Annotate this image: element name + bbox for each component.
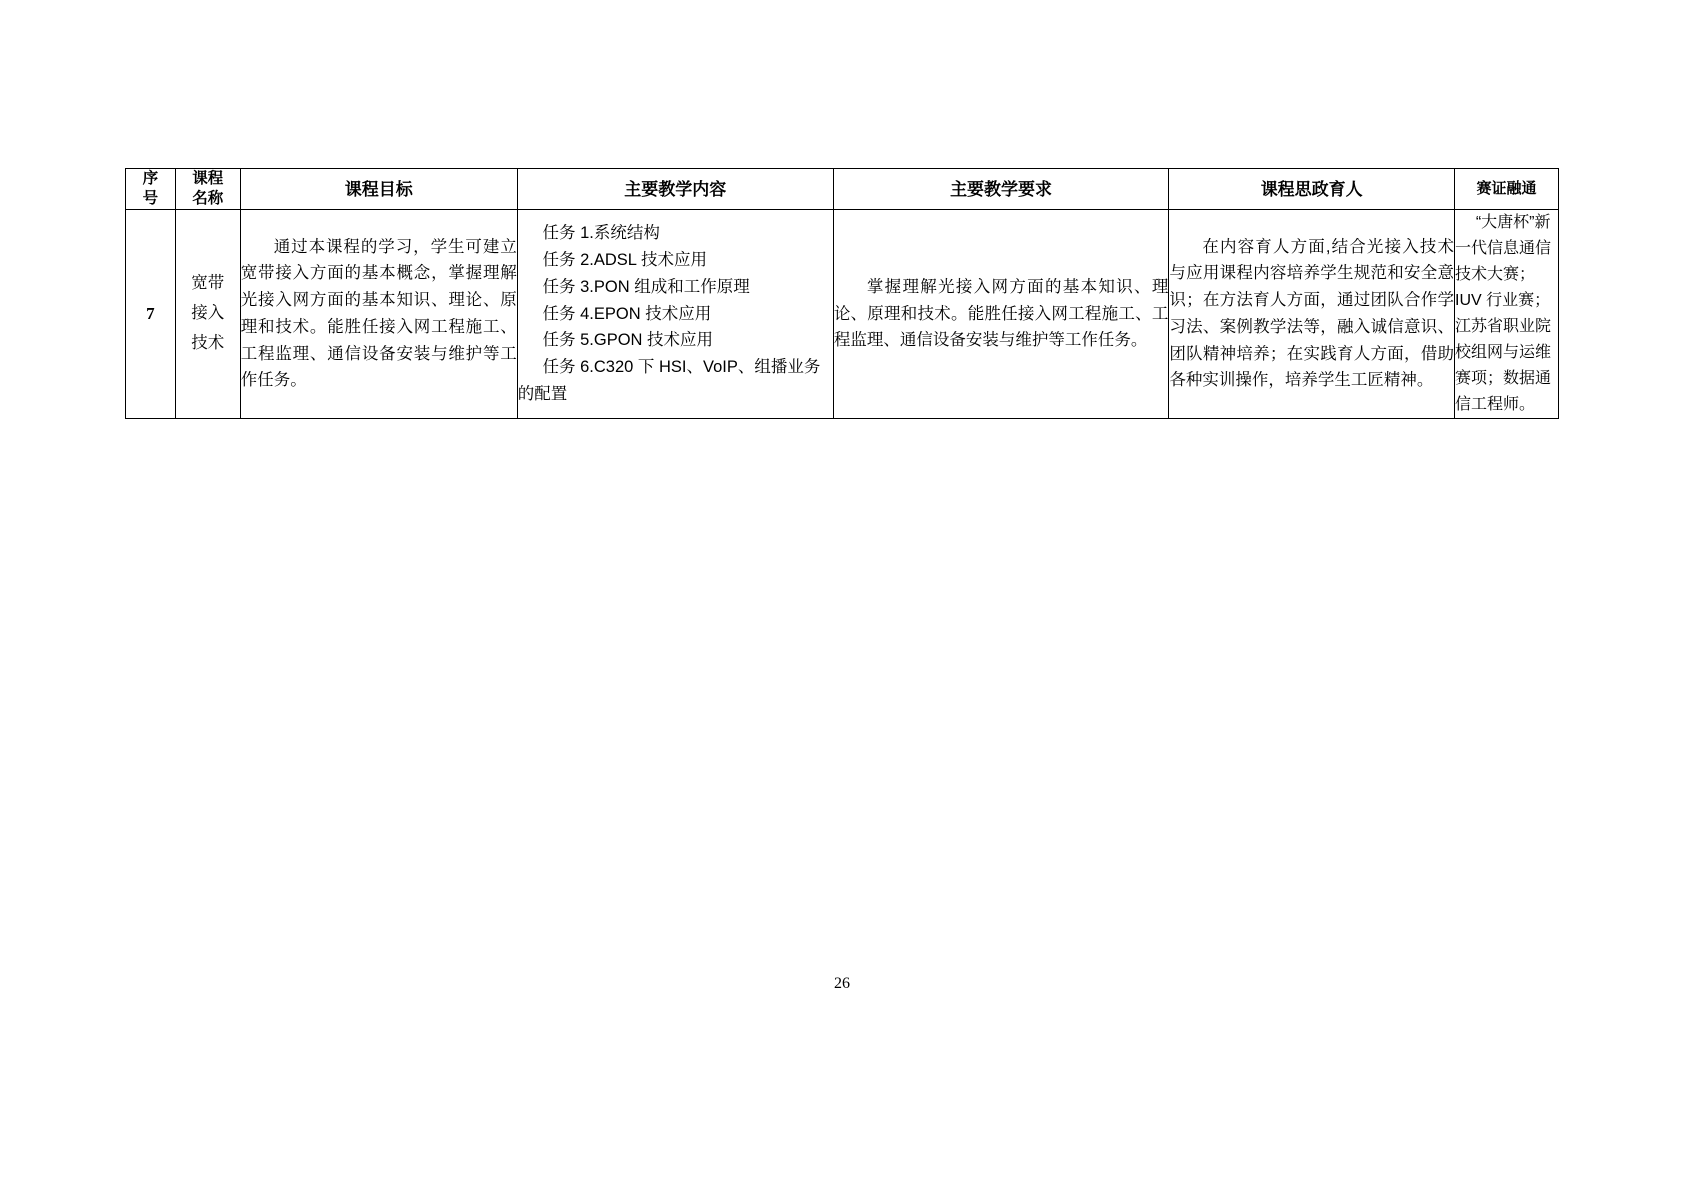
table-header-name-line1: 课程 — [192, 170, 224, 187]
table-header-no-line1: 序 — [142, 170, 159, 187]
row-ideological-education — [1169, 210, 1455, 418]
table-header-competition: 赛证融通 — [1455, 169, 1559, 210]
page-number: 26 — [834, 975, 850, 992]
task-item: 任务 4.EPON 技术应用 — [542, 304, 712, 323]
row-course-name-line1: 宽带 — [191, 274, 225, 293]
table-header-row — [126, 169, 1559, 210]
row-course-name-line2: 接入 — [191, 304, 225, 323]
table-header-name — [175, 169, 240, 210]
table-header-no — [126, 169, 176, 210]
table-header-name-line2: 名称 — [192, 190, 224, 208]
row-teaching-requirement-text: 掌握理解光接入网方面的基本知识、理论、原理和技术。能胜任接入网工程施工、工程监理、通信设备安装与维护等工作任务。 — [833, 277, 1169, 350]
row-teaching-requirement — [833, 210, 1169, 418]
table-row — [126, 210, 1559, 418]
row-course-goal-text: 通过本课程的学习，学生可建立宽带接入方面的基本概念，掌握理解光接入网方面的基本知识、理论、原理和技术。能胜任接入网工程施工、工程监理、通信设备安装与维护等工作任务。 — [240, 237, 517, 390]
row-competition-certificate-text: “大唐杯”新一代信息通信技术大赛；IUV 行业赛；江苏省职业院校组网与运维赛项；数据通信工程师。 — [1455, 214, 1552, 413]
row-course-goal — [240, 210, 517, 418]
task-item: 任务 3.PON 组成和工作原理 — [542, 277, 750, 296]
task-item: 任务 1.系统结构 — [542, 224, 660, 243]
row-teaching-content-list — [518, 220, 833, 407]
row-ideological-education-text: 在内容育人方面,结合光接入技术与应用课程内容培养学生规范和安全意识；在方法育人方面，通过团队合作学习法、案例教学法等，融入诚信意识、团队精神培养；在实践育人方面，借助各种实训操作，培养学生工匠精神。 — [1169, 237, 1455, 390]
task-item: 任务 5.GPON 技术应用 — [542, 331, 714, 350]
task-item: 任务 2.ADSL 技术应用 — [542, 251, 707, 270]
task-item: 任务 6.C320 下 HSI、VoIP、组播业务的配置 — [517, 357, 821, 403]
row-teaching-content — [517, 210, 833, 418]
table-header-content: 主要教学内容 — [517, 169, 833, 210]
table-header-no-line2: 号 — [142, 190, 159, 208]
row-course-name-line3: 技术 — [191, 333, 225, 352]
table-header-requirement: 主要教学要求 — [833, 169, 1169, 210]
row-competition-certificate — [1455, 210, 1559, 418]
row-course-name — [175, 210, 240, 418]
course-table — [125, 168, 1559, 419]
row-no: 7 — [126, 210, 176, 418]
table-header-ideology: 课程思政育人 — [1169, 169, 1455, 210]
table-header-goal: 课程目标 — [240, 169, 517, 210]
